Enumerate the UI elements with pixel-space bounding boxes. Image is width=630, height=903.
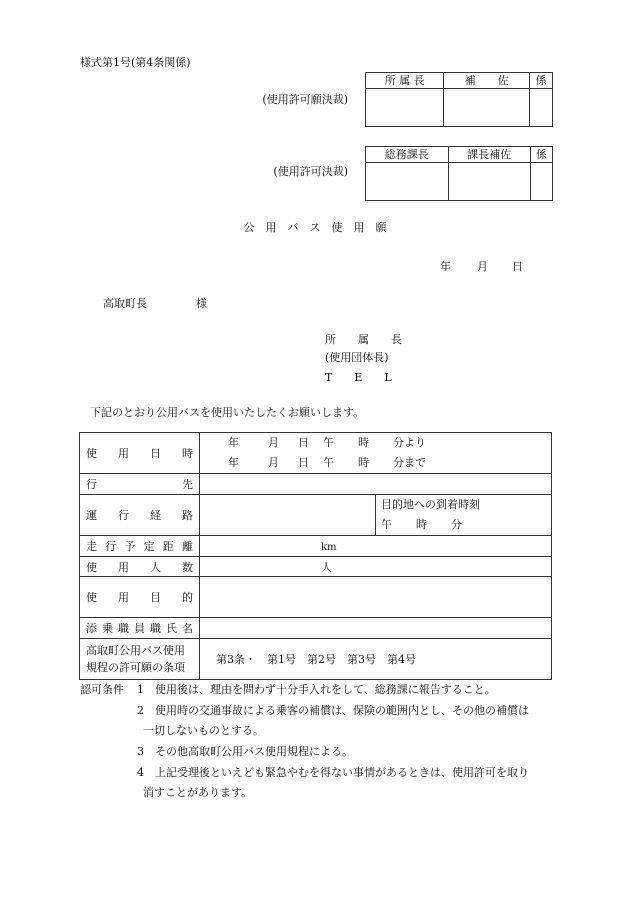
table-row [80, 577, 552, 618]
dt-text: 月 [268, 436, 279, 449]
arrival-label: 目的地への到着時刻 [381, 498, 480, 511]
distance-label: 走行予定距離 [86, 540, 193, 553]
applicant-group: (使用団体長) [325, 351, 389, 364]
stamp-cell [366, 163, 449, 201]
condition-num: 2 [137, 704, 144, 717]
dt-text: 分まで [393, 456, 426, 469]
condition-num: 3 [137, 745, 144, 758]
applicant-affiliation: 所 属 長 [325, 333, 402, 346]
distance-field[interactable] [200, 536, 552, 557]
route-field[interactable] [200, 495, 376, 536]
condition-4-cont: 消すことがあります。 [143, 786, 253, 799]
table-row [80, 639, 552, 680]
purpose-label: 使用目的 [86, 591, 193, 604]
table-row [80, 536, 552, 557]
application-table [79, 432, 552, 680]
date-day: 日 [512, 260, 523, 273]
arrival-time-field[interactable] [376, 495, 552, 536]
dt-text: 日 [298, 436, 309, 449]
form-number: 様式第1号(第4条関係) [80, 56, 191, 69]
condition-text: その他高取町公用バス使用規程による。 [155, 745, 353, 758]
dt-text: 年 [228, 456, 239, 469]
usage-datetime-label: 使用日時 [86, 447, 193, 460]
condition-2-cont: 一切しないものとする。 [143, 724, 264, 737]
stamp-header: 補 佐 [444, 73, 530, 89]
passengers-unit: 人 [321, 560, 332, 574]
route-label: 運行経路 [86, 509, 193, 522]
table-row [80, 474, 552, 495]
dt-text: 時 [358, 456, 369, 469]
arrival-text: 分 [451, 518, 462, 531]
condition-text: 使用後は、理由を問わず十分手入れをして、総務課に報告すること。 [155, 683, 496, 696]
table-row [80, 557, 552, 577]
stamp-header: 係 [531, 147, 553, 163]
addressee-name: 高取町長 [103, 297, 147, 310]
intro-text: 下記のとおり公用バスを使用いたしたくお願いします。 [90, 406, 365, 419]
applicant-tel: T E L [325, 371, 392, 384]
stamp-cell [530, 89, 553, 127]
dt-text: 午 [323, 456, 334, 469]
condition-3 [137, 745, 353, 759]
stamp-cell [444, 89, 530, 127]
stamp-header: 係 [530, 73, 553, 89]
destination-label: 行先 [86, 478, 193, 491]
regulation-field[interactable] [200, 639, 552, 680]
stamp-cell [448, 163, 531, 201]
table-row [80, 495, 552, 536]
dt-text: 月 [268, 456, 279, 469]
stamp-cell [531, 163, 553, 201]
usage-datetime-field[interactable] [200, 433, 552, 474]
dt-text: 午 [323, 436, 334, 449]
staff-field[interactable] [200, 618, 552, 639]
passengers-field[interactable] [200, 557, 552, 577]
approval-request-stamp-table [365, 72, 553, 127]
condition-text: 使用時の交通事故による乗客の補償は、保険の範囲内とし、その他の補償は [155, 704, 529, 717]
addressee-honorific: 様 [196, 297, 207, 310]
table-row [80, 618, 552, 639]
table-row [80, 433, 552, 474]
condition-num: 1 [137, 683, 144, 696]
arrival-text: 午 [381, 518, 392, 531]
condition-1 [137, 683, 496, 697]
date-year: 年 [440, 260, 451, 273]
regulation-label-line1: 高取町公用バス使用 [86, 644, 185, 657]
conditions-heading: 認可条件 [80, 683, 124, 696]
dt-text: 時 [358, 436, 369, 449]
regulation-value: 第3条・ 第1号 第2号 第3号 第4号 [216, 653, 416, 666]
stamp-header: 総務課長 [366, 147, 449, 163]
dt-text: 年 [228, 436, 239, 449]
destination-field[interactable] [200, 474, 552, 495]
dt-text: 日 [298, 456, 309, 469]
stamp-header: 課長補佐 [448, 147, 531, 163]
approval-permit-stamp-table [365, 146, 553, 201]
staff-label: 添乗職員職氏名 [86, 622, 193, 635]
condition-num: 4 [137, 766, 144, 779]
purpose-field[interactable] [200, 577, 552, 618]
page-title: 公 用 バ ス 使 用 願 [243, 221, 387, 234]
regulation-label-line2: 規程の許可願の条項 [86, 661, 185, 674]
approval-request-label: (使用許可願決裁) [262, 93, 348, 106]
condition-2 [137, 704, 529, 718]
condition-4 [137, 766, 529, 780]
passengers-label: 使用人数 [86, 560, 193, 574]
dt-text: 分より [393, 436, 426, 449]
approval-permit-label: (使用許可決裁) [273, 165, 348, 178]
condition-text: 上記受理後といえども緊急やむを得ない事情があるときは、使用許可を取り [155, 766, 529, 779]
stamp-cell [366, 89, 444, 127]
arrival-text: 時 [416, 518, 427, 531]
date-month: 月 [477, 260, 488, 273]
stamp-header: 所 属 長 [366, 73, 444, 89]
distance-unit: km [321, 541, 337, 553]
